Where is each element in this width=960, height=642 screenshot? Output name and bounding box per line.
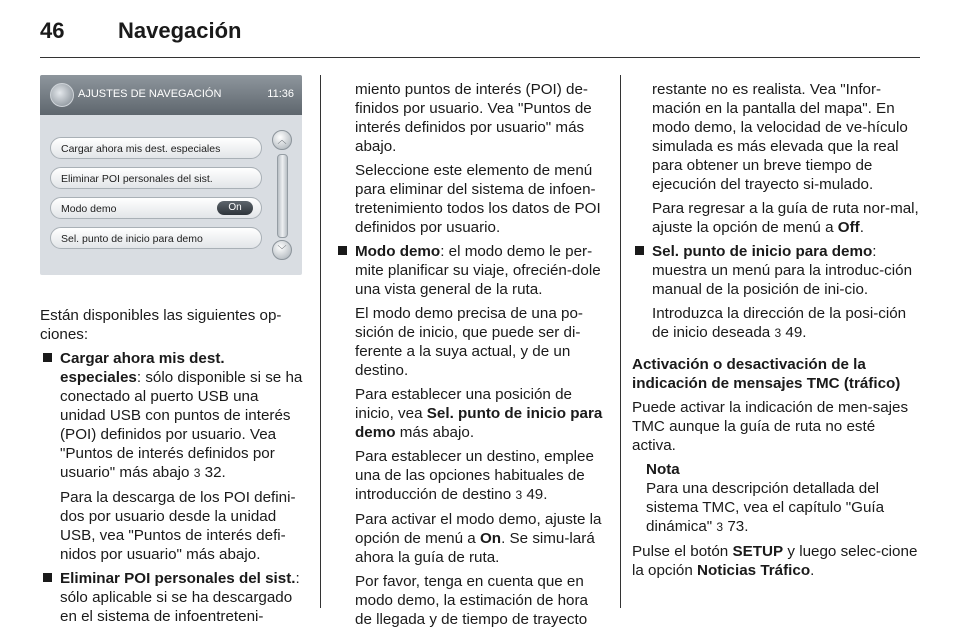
paragraph: miento puntos de interés (POI) de-finidos por usuario. Vea "Puntos de interés definidos por usuario" más abajo. (355, 81, 592, 155)
bullet-item: Modo demo: el modo demo le per-mite planificar su viaje, ofrecién-dole una vista general de la ruta. El modo demo precisa de una po-sición de inicio, que puede ser di-ferente a la suya actual, y de un destino. Para establecer una posición de inicio, vea Sel. punto de inicio para demo más abajo. Para establecer un destino, emplee una de las opciones habituales de introducción de destino 3 49. Para activar el modo demo, ajuste la opción de menú a On. Se simu-lará ahora la guía de ruta. Por favor, tenga en cuenta que en modo demo, la estimación de hora de llegada y de tiempo de trayecto (335, 242, 605, 629)
screen-clock: 11:36 (267, 88, 294, 100)
page-title: Navegación (118, 18, 242, 43)
menu-option-ref: On (479, 530, 502, 547)
bullet-square-icon (635, 246, 644, 255)
brand-logo-icon (50, 83, 74, 107)
paragraph: Seleccione este elemento de menú para eliminar del sistema de infoen-tretenimiento todos los datos de POI definidos por usuario. (355, 162, 601, 236)
bullet-title: Eliminar POI personales del sist. (60, 570, 296, 587)
screen-menu-item (50, 197, 262, 219)
demo-toggle: On (217, 201, 253, 215)
chevron-down-icon: ﹀ (272, 240, 292, 260)
bullet-item: Eliminar POI personales del sist.: sólo aplicable si se ha descargado en el sistema de infoentreteni- (40, 569, 308, 626)
column-divider-2 (620, 75, 621, 608)
scroll-track (277, 154, 288, 238)
button-ref: SETUP (732, 543, 784, 560)
screen-menu-item: Cargar ahora mis dest. especiales (50, 137, 262, 159)
bullet-title: Sel. punto de inicio para demo (652, 243, 873, 260)
bullet-text: : el modo demo le per-mite planificar su viaje, ofrecién-dole una vista general de la ruta. (355, 243, 601, 298)
bullet-paragraph: Para la descarga de los POI defini-dos por usuario desde la unidad USB, vea "Puntos de interés defi-nidos por usuario" más abajo. (60, 489, 296, 563)
menu-option-ref: Sel. punto de inicio para demo (355, 405, 603, 441)
menu-option-ref: Noticias Tráfico (697, 562, 811, 579)
bullet-square-icon (338, 246, 347, 255)
bullet-item: Cargar ahora mis dest. especiales: sólo disponible si se ha conectado al puerto USB una unidad USB con puntos de interés (POI) definidos por usuario. Vea "Puntos de interés definidos por usuario" más abajo 3 32. Para la descarga de los POI defini-dos por usuario desde la unidad USB, vea "Puntos de interés defi-nidos por usuario" más abajo. (40, 349, 308, 564)
screen-title: AJUSTES DE NAVEGACIÓN (78, 88, 222, 100)
column-2 (335, 80, 605, 634)
bullet-text: : muestra un menú para la introduc-ción manual de la posición de ini-cio. (652, 243, 913, 298)
screen-menu-item: Eliminar POI personales del sist. (50, 167, 262, 189)
chevron-up-icon: ︿ (272, 130, 292, 150)
reference-arrow-icon: 3 (515, 488, 523, 502)
bullet-text: sólo aplicable si se ha descargado en el sistema de infoentreteni- (60, 589, 293, 625)
bullet-text: sólo disponible si se ha conectado al puerto USB una unidad USB con puntos de interés (POI) definidos por usuario. Vea "Puntos de interés definidos por usuario" más abajo (60, 369, 303, 481)
screen-menu-item: Sel. punto de inicio para demo (50, 227, 262, 249)
menu-option-ref: Off (837, 219, 860, 236)
bullet-square-icon (43, 353, 52, 362)
screen-menu-item-label: Modo demo (61, 203, 117, 215)
bullet-item: Sel. punto de inicio para demo: muestra un menú para la introduc-ción manual de la posición de ini-cio. Introduzca la dirección de la posi-ción de inicio deseada 3 49. (632, 242, 922, 343)
bullet-square-icon (43, 573, 52, 582)
reference-arrow-icon: 3 (193, 466, 201, 480)
reference-arrow-icon: 3 (716, 520, 724, 534)
page-reference: 49. (785, 324, 807, 341)
section-heading: Activación o desactivación de la indicación de mensajes TMC (tráfico) (632, 356, 901, 392)
page-header (40, 18, 242, 44)
note-title: Nota (646, 461, 680, 478)
column-1 (40, 306, 308, 631)
page-reference: 32. (204, 464, 226, 481)
reference-arrow-icon: 3 (774, 326, 782, 340)
bullet-title: Cargar ahora mis dest. especiales (60, 350, 225, 386)
page-reference: 49. (526, 486, 548, 503)
header-rule (40, 57, 920, 58)
paragraph: El modo demo precisa de una po-sición de inicio, que puede ser di-ferente a la suya actual, y de un destino. (355, 305, 583, 379)
page-number: 46 (40, 18, 65, 43)
screen-title-bar (40, 75, 302, 115)
paragraph: Por favor, tenga en cuenta que en modo demo, la estimación de hora de llegada y de tiempo de trayecto (355, 573, 589, 628)
bullet-title: Modo demo (355, 243, 441, 260)
paragraph: restante no es realista. Vea "Infor-mación en la pantalla del mapa". En modo demo, la velocidad de ve-hículo simulada es más elevada que la real para obtener un breve tiempo de ejecución del trayecto si-mulado. (652, 81, 908, 193)
column-divider-1 (320, 75, 321, 608)
screen-scrollbar (272, 130, 292, 260)
navigation-settings-screen-image (40, 75, 302, 275)
paragraph: Puede activar la indicación de men-sajes TMC aunque la guía de ruta no esté activa. (632, 399, 909, 454)
column-3: restante no es realista. Vea "Infor-mación en la pantalla del mapa". En modo demo, la velocidad de ve-hículo simulada es más elevada que la real para obtener un breve tiempo de ejecución del trayecto si-mulado. Para regresar a la guía de ruta nor-mal, ajuste la opción de menú a Off. Sel. punto de inicio para demo: muestra un menú para la introduc-ción manual de la posición de ini-cio. Introduzca la dirección de la posi-ción de inicio deseada 3 49. Activación o desactivación de la indicación de mensajes TMC (tráfico) Puede activar la indicación de men-sajes TMC aunque la guía de ruta no esté activa. Nota Para una descripción detallada del sistema TMC, vea el capítulo "Guía dinámica" 3 73. Pulse el botón SETUP y luego selec-cione la opción Noticias Tráfico. (632, 80, 922, 585)
intro-text: Están disponibles las siguientes op-ciones: (40, 307, 282, 343)
page-reference: 73. (727, 518, 749, 535)
note-text: Para una descripción detallada del sistema TMC, vea el capítulo "Guía dinámica" (646, 480, 885, 535)
